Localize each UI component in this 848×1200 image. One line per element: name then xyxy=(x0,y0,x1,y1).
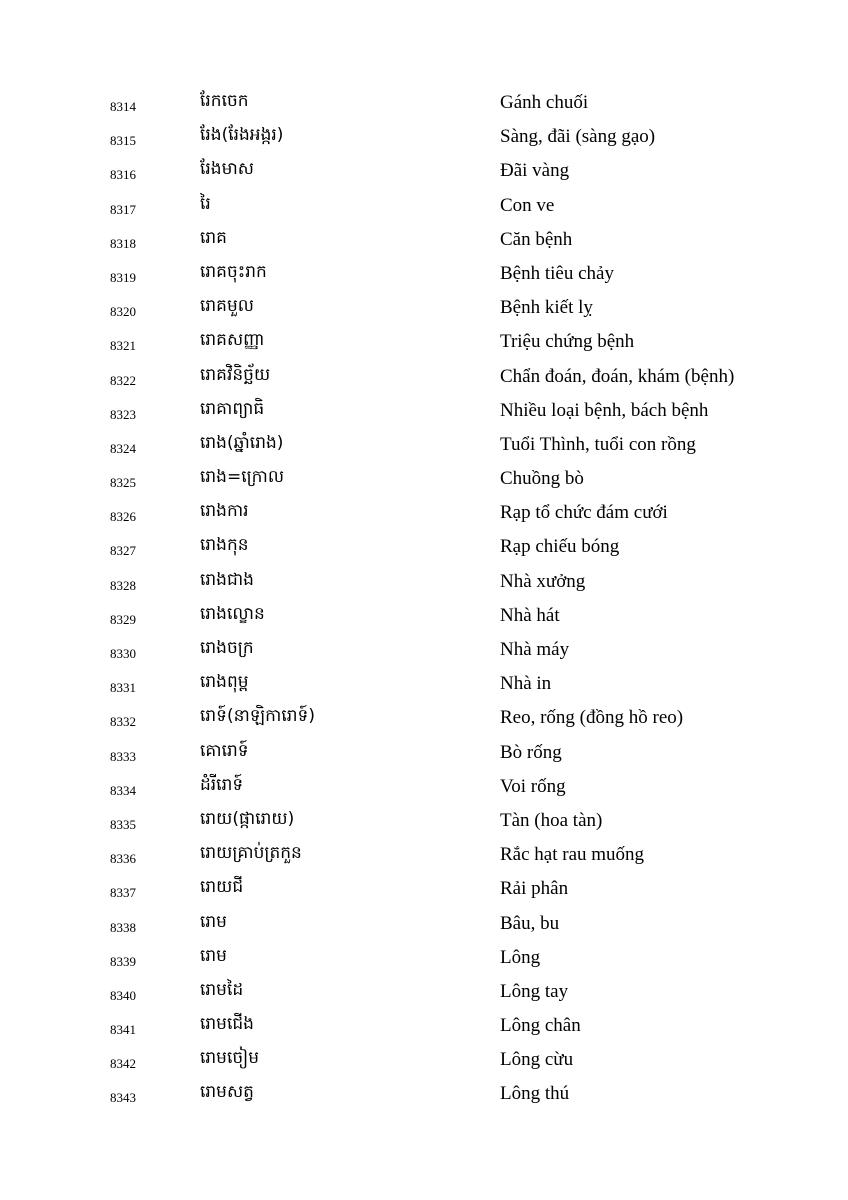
khmer-term: រែង(រែងអង្ករ) xyxy=(200,125,284,146)
vietnamese-translation: Lông tay xyxy=(500,980,569,1002)
khmer-term: រោងការ xyxy=(200,501,249,522)
entry-number: 8330 xyxy=(110,646,136,661)
entry-number: 8315 xyxy=(110,133,136,149)
entry-row xyxy=(0,872,848,906)
entry-row xyxy=(0,291,848,325)
vietnamese-translation: Tuổi Thình, tuổi con rồng xyxy=(500,433,696,455)
entry-number: 8337 xyxy=(110,885,136,901)
khmer-term: រោយជី xyxy=(200,877,244,898)
vietnamese-translation: Rải phân xyxy=(500,878,569,900)
entry-list xyxy=(0,86,848,1112)
vietnamese-translation: Rắc hạt rau muống xyxy=(500,844,645,866)
entry-number: 8339 xyxy=(110,953,136,969)
entry-number: 8324 xyxy=(110,440,136,456)
entry-row xyxy=(0,223,848,257)
vietnamese-translation: Sàng, đãi (sàng gạo) xyxy=(500,126,656,148)
entry-row xyxy=(0,462,848,496)
entry-row xyxy=(0,667,848,701)
entry-row xyxy=(0,975,848,1009)
vietnamese-translation: Reo, rống (đồng hồ reo) xyxy=(500,707,684,729)
entry-number: 8332 xyxy=(110,714,136,730)
entry-row xyxy=(0,1077,848,1111)
khmer-term: រោងកុន xyxy=(200,535,249,556)
entry-number: 8321 xyxy=(110,338,136,354)
vietnamese-translation: Gánh chuối xyxy=(500,92,589,113)
vietnamese-translation: Rạp tổ chức đám cưới xyxy=(500,502,668,524)
entry-number: 8320 xyxy=(110,304,136,320)
entry-number: 8338 xyxy=(110,919,136,935)
khmer-term: រោម xyxy=(200,945,227,966)
khmer-term: រោមសត្វ xyxy=(200,1082,254,1103)
khmer-term: រោគមួល xyxy=(200,296,254,317)
entry-row xyxy=(0,189,848,223)
entry-row xyxy=(0,701,848,735)
entry-row xyxy=(0,838,848,872)
vietnamese-translation: Bâu, bu xyxy=(500,912,560,934)
vietnamese-translation: Bò rống xyxy=(500,741,562,763)
vietnamese-translation: Nhà hát xyxy=(500,604,560,626)
khmer-term: រោមចៀម xyxy=(200,1048,260,1069)
entry-row xyxy=(0,770,848,804)
entry-row xyxy=(0,360,848,394)
entry-number: 8328 xyxy=(110,577,136,593)
entry-row xyxy=(0,599,848,633)
entry-number: 8333 xyxy=(110,748,136,764)
entry-number: 8323 xyxy=(110,406,136,422)
khmer-term: គោរោទ៍ xyxy=(200,740,249,761)
entry-number: 8319 xyxy=(110,269,136,285)
khmer-term: រោគាព្យាធិ xyxy=(200,398,265,419)
vietnamese-translation: Lông xyxy=(500,946,541,968)
vietnamese-translation: Tàn (hoa tàn) xyxy=(500,809,603,831)
entry-row xyxy=(0,496,848,530)
entry-number: 8322 xyxy=(110,372,136,388)
entry-number: 8340 xyxy=(110,987,136,1003)
vietnamese-translation: Nhà xưởng xyxy=(500,570,586,592)
vietnamese-translation: Lông chân xyxy=(500,1015,581,1037)
entry-number: 8335 xyxy=(110,816,136,832)
entry-number: 8326 xyxy=(110,509,136,525)
vietnamese-translation: Chẩn đoán, đoán, khám (bệnh) xyxy=(500,365,735,387)
vietnamese-translation: Nhà in xyxy=(500,673,552,695)
entry-row xyxy=(0,941,848,975)
entry-number: 8331 xyxy=(110,680,136,696)
entry-row xyxy=(0,565,848,599)
khmer-term: រោង=ក្រោល xyxy=(200,467,285,488)
entry-number: 8329 xyxy=(110,611,136,627)
khmer-term: រោងពុម្ព xyxy=(200,672,249,693)
vietnamese-translation: Căn bệnh xyxy=(500,228,573,250)
vietnamese-translation: Lông thú xyxy=(500,1083,570,1105)
khmer-term: រោមជើង xyxy=(200,1014,254,1035)
entry-row xyxy=(0,154,848,188)
vietnamese-translation: Rạp chiếu bóng xyxy=(500,536,620,558)
khmer-term: រោងល្ខោន xyxy=(200,603,265,624)
khmer-term: ដំរីរោទ៍ xyxy=(200,774,244,795)
entry-row xyxy=(0,325,848,359)
entry-number: 8343 xyxy=(110,1090,136,1106)
khmer-term: រោងជាង xyxy=(200,569,254,590)
entry-row xyxy=(0,907,848,941)
vietnamese-translation: Nhiều loại bệnh, bách bệnh xyxy=(500,399,709,421)
khmer-term: រែកចេក xyxy=(200,91,249,111)
khmer-term: រោម xyxy=(200,911,227,932)
khmer-term: រោង(ឆ្នាំរោង) xyxy=(200,432,284,453)
khmer-term: រោងចក្រ xyxy=(200,638,254,658)
entry-number: 8325 xyxy=(110,475,136,491)
entry-number: 8334 xyxy=(110,782,136,798)
entry-row xyxy=(0,86,848,120)
vietnamese-translation: Đãi vàng xyxy=(500,160,570,182)
vietnamese-translation: Bệnh tiêu chảy xyxy=(500,262,614,284)
entry-number: 8341 xyxy=(110,1022,136,1038)
entry-row xyxy=(0,120,848,154)
vietnamese-translation: Voi rống xyxy=(500,775,566,797)
vietnamese-translation: Nhà máy xyxy=(500,639,570,660)
entry-number: 8318 xyxy=(110,235,136,251)
khmer-term: រោគ xyxy=(200,227,227,248)
khmer-term: រោមដៃ xyxy=(200,979,244,1000)
entry-row xyxy=(0,530,848,564)
vietnamese-translation: Bệnh kiết lỵ xyxy=(500,297,593,319)
entry-number: 8342 xyxy=(110,1056,136,1072)
khmer-term: រោទ៍(នាឡិការោទ៍) xyxy=(200,706,315,727)
vietnamese-translation: Lông cừu xyxy=(500,1049,574,1071)
vietnamese-translation: Chuồng bò xyxy=(500,468,584,490)
entry-number: 8336 xyxy=(110,851,136,867)
khmer-term: រោយគ្រាប់ត្រកួន xyxy=(200,843,302,864)
vietnamese-translation: Con ve xyxy=(500,194,555,216)
khmer-term: រោគសញ្ញា xyxy=(200,330,265,351)
khmer-term: រែងមាស xyxy=(200,159,254,180)
vietnamese-translation: Triệu chứng bệnh xyxy=(500,331,635,353)
entry-number: 8316 xyxy=(110,167,136,183)
entry-row xyxy=(0,633,848,667)
entry-row xyxy=(0,736,848,770)
entry-row xyxy=(0,428,848,462)
entry-number: 8327 xyxy=(110,543,136,559)
khmer-term: រៃ xyxy=(200,193,211,214)
khmer-term: រោគចុះរាក xyxy=(200,261,267,282)
khmer-term: រោគវិនិច្ឆ័យ xyxy=(200,364,271,385)
entry-number: 8314 xyxy=(110,99,136,114)
entry-row xyxy=(0,257,848,291)
khmer-term: រោយ(ផ្ការោយ) xyxy=(200,808,295,829)
entry-number: 8317 xyxy=(110,201,136,217)
entry-row xyxy=(0,1009,848,1043)
entry-row xyxy=(0,1043,848,1077)
entry-row xyxy=(0,804,848,838)
entry-row xyxy=(0,394,848,428)
